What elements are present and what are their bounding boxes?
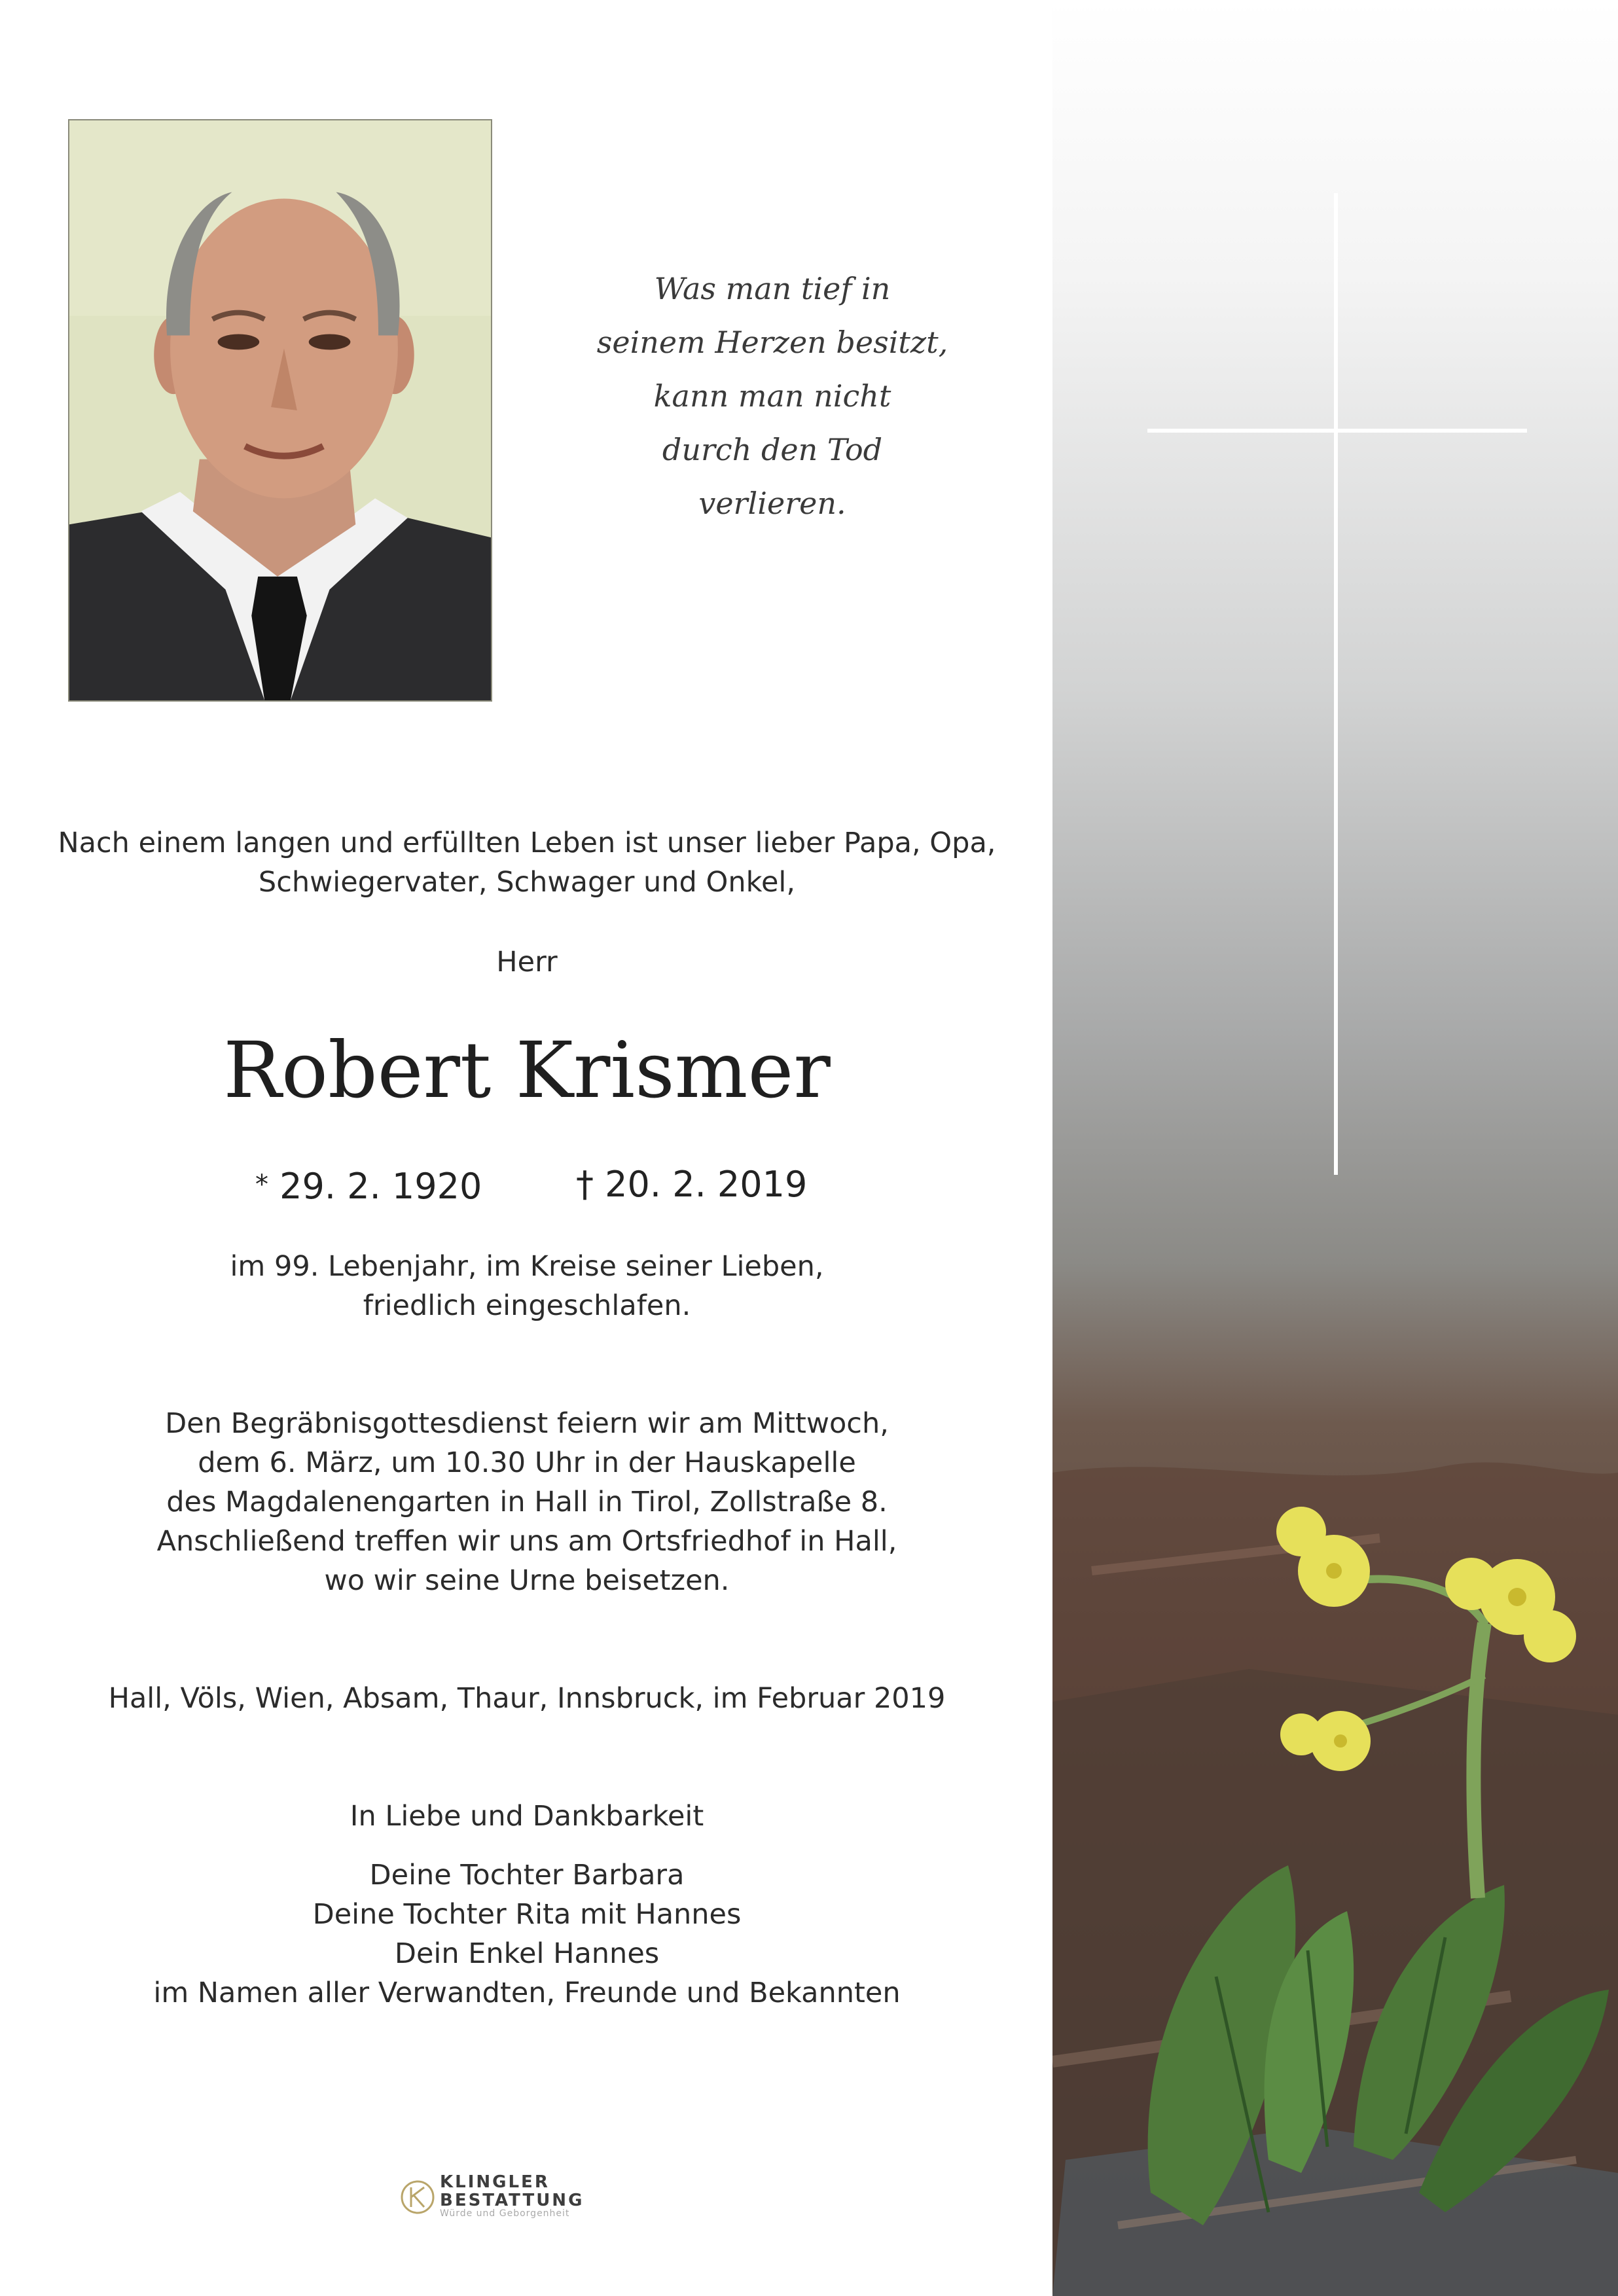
logo-tagline: Würde und Geborgenheit — [440, 2208, 570, 2219]
service-line: Den Begräbnisgottesdienst feiern wir am Mittwoch, — [165, 1407, 889, 1440]
closing-line: In Liebe und Dankbarkeit — [350, 1800, 704, 1833]
closing-text — [0, 1797, 1054, 1836]
mourner-line: Dein Enkel Hannes — [394, 1937, 660, 1970]
service-line: wo wir seine Urne beisetzen. — [324, 1564, 730, 1597]
decorative-side-panel — [1052, 0, 1618, 2296]
portrait-photo — [68, 119, 492, 702]
salutation-text: Herr — [496, 946, 558, 978]
logo-line2: BESTATTUNG — [440, 2191, 584, 2210]
quote-line: seinem Herzen besitzt, — [596, 325, 948, 360]
memorial-quote — [563, 262, 982, 530]
birth-date-value: 29. 2. 1920 — [279, 1166, 482, 1207]
funeral-service-text — [0, 1404, 1054, 1600]
service-line: des Magdalenengarten in Hall in Tirol, Zollstraße 8. — [166, 1486, 888, 1518]
deceased-name: Robert Krismer — [223, 1025, 831, 1115]
salutation — [0, 942, 1054, 982]
passing-line: im 99. Lebenjahr, im Kreise seiner Lieben, — [230, 1250, 824, 1283]
quote-line: verlieren. — [698, 486, 846, 521]
logo-emblem-icon — [398, 2174, 437, 2220]
funeral-home-logo — [398, 2172, 594, 2224]
place-date-text: Hall, Völs, Wien, Absam, Thaur, Innsbruck, im Februar 2019 — [108, 1682, 946, 1715]
intro-text — [0, 823, 1054, 902]
passing-line: friedlich eingeschlafen. — [363, 1289, 691, 1322]
logo-name — [440, 2173, 584, 2210]
quote-line: kann man nicht — [653, 378, 891, 414]
mourner-line: Deine Tochter Barbara — [369, 1859, 685, 1892]
logo-line1: KLINGLER — [440, 2172, 550, 2192]
quote-line: Was man tief in — [654, 271, 891, 306]
death-date-value: 20. 2. 2019 — [605, 1164, 808, 1205]
death-date — [576, 1162, 807, 1208]
birth-symbol: * — [255, 1170, 268, 1200]
service-line: Anschließend treffen wir uns am Ortsfriedhof in Hall, — [156, 1525, 897, 1558]
mourners-list — [0, 1856, 1054, 2013]
mourner-line: im Namen aller Verwandten, Freunde und Bekannten — [153, 1977, 901, 2009]
mourner-line: Deine Tochter Rita mit Hannes — [312, 1898, 742, 1931]
passing-text — [0, 1247, 1054, 1325]
service-line: dem 6. März, um 10.30 Uhr in der Hauskapelle — [198, 1446, 856, 1479]
birth-date — [255, 1162, 482, 1210]
place-date — [0, 1679, 1054, 1718]
quote-line: durch den Tod — [662, 432, 883, 467]
cross-symbol: † — [576, 1164, 594, 1205]
intro-line: Nach einem langen und erfüllten Leben ist unser lieber Papa, Opa, — [58, 827, 996, 859]
intro-line: Schwiegervater, Schwager und Onkel, — [258, 866, 796, 899]
